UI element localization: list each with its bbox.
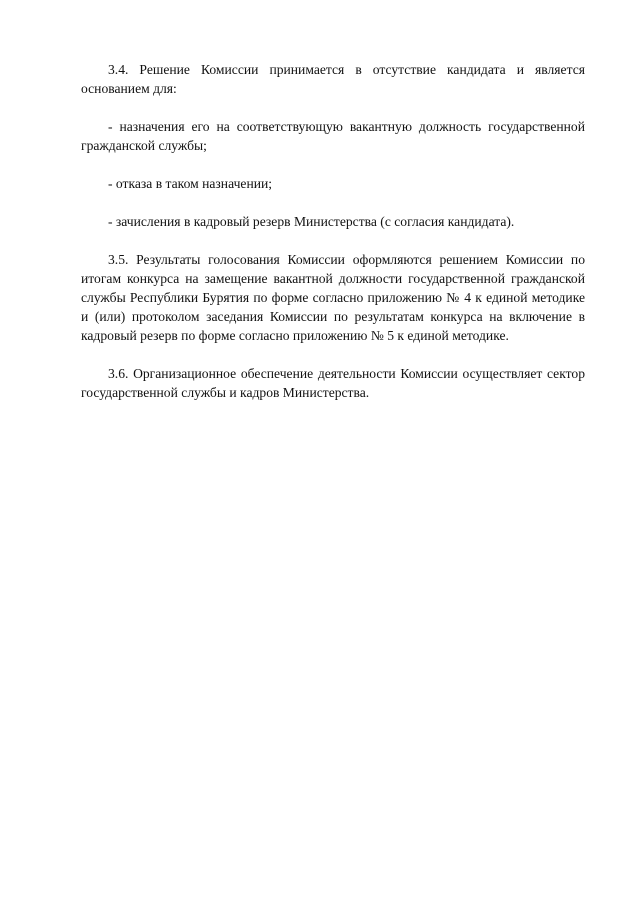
paragraph-3-5: 3.5. Результаты голосования Комиссии оформляются решением Комиссии по итогам конкурса на замещение вакантной должности государственной гражданской службы Республики Бурятия по форме согласно приложению № 4 к единой методике и (или) протоколом заседания Комиссии по результатам конкурса на включение в кадровый резерв по форме согласно приложению № 5 к единой методике.: [81, 252, 585, 343]
list-item-reserve: - зачисления в кадровый резерв Министерства (с согласия кандидата).: [108, 214, 515, 229]
document-body: [81, 60, 585, 421]
list-item-refusal: - отказа в таком назначении;: [108, 176, 273, 191]
paragraph-3-6: 3.6. Организационное обеспечение деятельности Комиссии осуществляет сектор государственной службы и кадров Министерства.: [81, 366, 585, 400]
paragraph-3-4: 3.4. Решение Комиссии принимается в отсутствие кандидата и является основанием для:: [81, 62, 585, 96]
list-item-appointment: - назначения его на соответствующую вакантную должность государственной гражданской службы;: [81, 119, 585, 153]
